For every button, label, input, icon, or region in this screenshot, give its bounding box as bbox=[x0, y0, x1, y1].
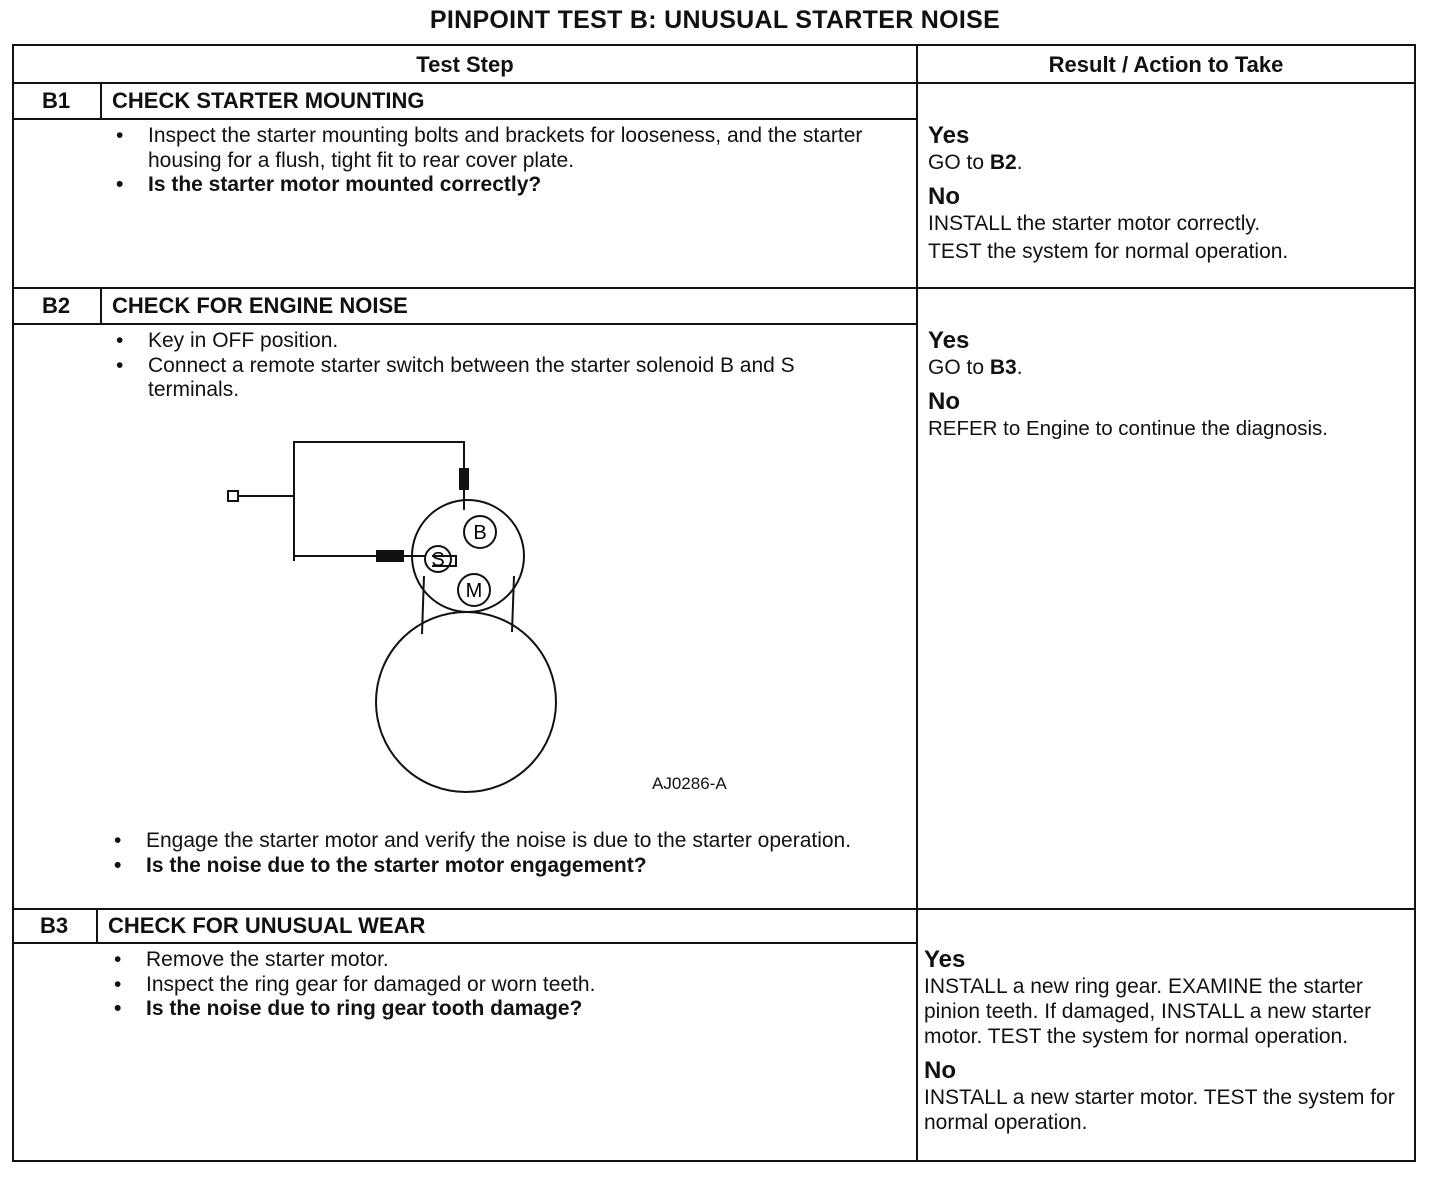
page-title: PINPOINT TEST B: UNUSUAL STARTER NOISE bbox=[429, 6, 1001, 34]
yes-label: Yes bbox=[928, 327, 970, 354]
no-action: REFER to Engine to continue the diagnosis. bbox=[928, 417, 1329, 440]
b-terminal-connector bbox=[459, 468, 469, 490]
step-b1-result bbox=[928, 122, 1412, 264]
column-header-test-step: Test Step bbox=[416, 52, 514, 77]
list-item: • Remove the starter motor. bbox=[108, 948, 888, 973]
yes-label: Yes bbox=[928, 122, 970, 149]
list-item: • Inspect the starter mounting bolts and brackets for looseness, and the starter housing for a flush, tight fit to rear cover plate. bbox=[110, 124, 870, 173]
step-b3-instructions bbox=[108, 948, 888, 1022]
no-action: INSTALL a new starter motor. TEST the system for normal operation. bbox=[924, 1086, 1395, 1134]
figure-label: AJ0286-A bbox=[652, 774, 727, 793]
yes-action: INSTALL a new ring gear. EXAMINE the starter pinion teeth. If damaged, INSTALL a new starter motor. TEST the system for normal operation. bbox=[924, 975, 1372, 1048]
step-b1-id: B1 bbox=[41, 88, 71, 113]
list-item: • Connect a remote starter switch between the starter solenoid B and S terminals. bbox=[110, 354, 890, 403]
step-b1-id-divider bbox=[100, 82, 102, 118]
terminal-s-label: S bbox=[431, 549, 445, 571]
no-action: INSTALL the starter motor correctly. bbox=[928, 212, 1261, 235]
yes-label: Yes bbox=[924, 946, 966, 973]
step-reference: B2 bbox=[989, 151, 1017, 174]
no-label: No bbox=[924, 1057, 956, 1084]
step-b3-id: B3 bbox=[39, 913, 69, 938]
step-b3-question: • Is the noise due to ring gear tooth damage? bbox=[108, 997, 888, 1022]
step-b1-instructions bbox=[110, 124, 870, 198]
step-b2-title: CHECK FOR ENGINE NOISE bbox=[112, 293, 408, 318]
remote-switch-wire bbox=[294, 442, 464, 561]
yes-action: GO to B2. bbox=[928, 151, 1023, 174]
no-action: TEST the system for normal operation. bbox=[928, 240, 1289, 263]
column-header-result-action: Result / Action to Take bbox=[1048, 52, 1284, 77]
list-item: • Engage the starter motor and verify the noise is due to the starter operation. bbox=[108, 829, 888, 854]
pinpoint-test-table bbox=[12, 44, 1416, 1162]
section-reference: Engine bbox=[1025, 417, 1090, 440]
yes-action: GO to B3. bbox=[928, 356, 1023, 379]
step-b3-id-divider bbox=[96, 910, 98, 942]
terminal-m-label: M bbox=[465, 580, 483, 602]
remote-switch-wire bbox=[294, 496, 376, 556]
step-b3-title: CHECK FOR UNUSUAL WEAR bbox=[108, 913, 426, 938]
step-b2-result bbox=[928, 327, 1418, 441]
list-item: • Key in OFF position. bbox=[110, 329, 890, 354]
starter-motor-body bbox=[376, 612, 556, 792]
terminal-b-label: B bbox=[473, 522, 487, 544]
starter-wiring-figure bbox=[214, 426, 774, 806]
step-b2-instructions-before bbox=[110, 329, 890, 403]
step-b2-id-divider bbox=[100, 289, 102, 323]
list-item: • Inspect the ring gear for damaged or worn teeth. bbox=[108, 973, 888, 998]
step-b2-id: B2 bbox=[41, 293, 71, 318]
no-label: No bbox=[928, 183, 960, 210]
step-b3-result bbox=[924, 946, 1402, 1135]
no-label: No bbox=[928, 388, 960, 415]
step-b1-title: CHECK STARTER MOUNTING bbox=[112, 88, 425, 113]
remote-switch-plug bbox=[228, 491, 238, 501]
s-terminal-connector bbox=[376, 550, 404, 562]
step-b1-question: • Is the starter motor mounted correctly? bbox=[110, 173, 870, 198]
column-divider bbox=[916, 46, 918, 1160]
step-b2-instructions-after bbox=[108, 829, 888, 878]
step-b2-question: • Is the noise due to the starter motor engagement? bbox=[108, 854, 888, 879]
step-reference: B3 bbox=[989, 356, 1017, 379]
